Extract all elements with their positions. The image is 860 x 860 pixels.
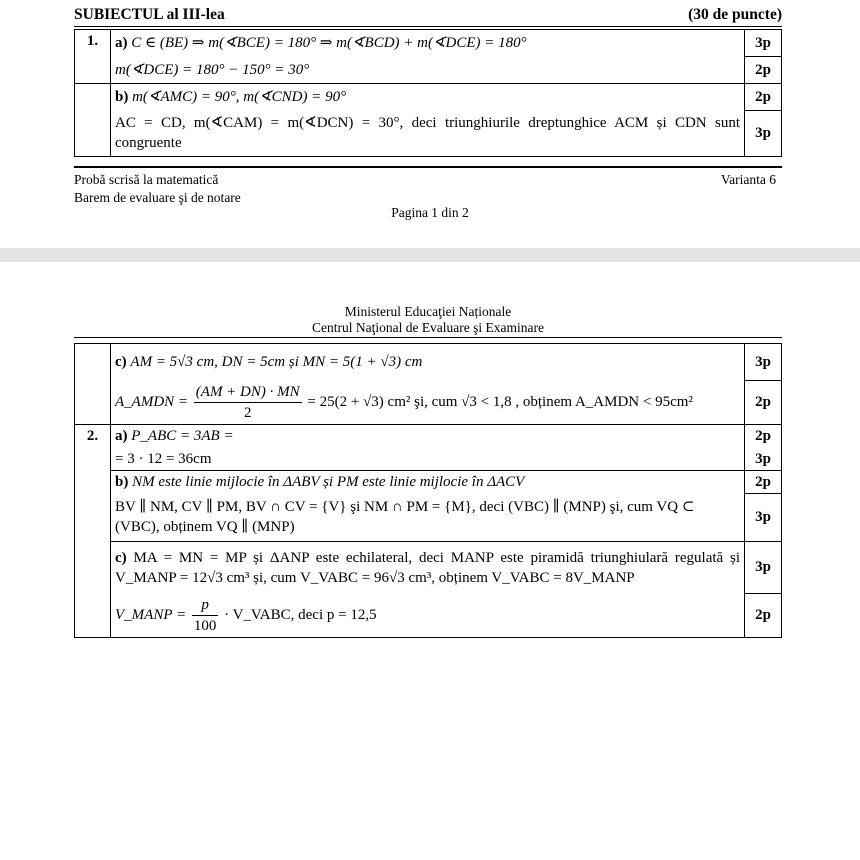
points-1a-line2: 2p <box>745 57 782 84</box>
ministry-header <box>74 304 782 335</box>
item-1b-line2: AC = CD, m(∢CAM) = m(∢DCN) = 30°, deci triunghiurile dreptunghice ACM și CDN sunt congruente <box>111 111 745 157</box>
ministry-rule <box>74 337 782 338</box>
item-1b-line1: b) m(∢AMC) = 90°, m(∢CND) = 90° <box>111 84 745 111</box>
footer-variant: Varianta 6 <box>720 172 776 187</box>
item-1c-line1: c) AM = 5√3 cm, DN = 5cm și MN = 5(1 + √3) cm <box>111 344 745 381</box>
points-2c-line2: 2p <box>745 594 782 638</box>
item-2c-line1: c) MA = MN = MP și ΔANP este echilateral, deci MANP este piramidă triunghiulară regulată și V_MANP = 12√3 cm³ și, cum V_VABC = 96√3 cm³, obținem V_VABC = 8V_MANP <box>111 542 745 594</box>
area-fraction: $\frac{(AM + DN) \cdot MN}{2}$ <box>195 383 300 421</box>
item-number-blank <box>75 84 111 157</box>
points-2a-line1: 2p <box>745 425 782 448</box>
percent-fraction: $\frac{p}{100}$ <box>193 596 217 634</box>
item-2a-line2: = 3 · 12 = 36cm <box>111 448 745 471</box>
points-2a-line2: 3p <box>745 448 782 471</box>
section-points: (30 de puncte) <box>688 6 782 23</box>
points-1b-line1: 2p <box>745 84 782 111</box>
points-1c-line2: 2p <box>745 381 782 425</box>
page-separator <box>0 248 860 262</box>
item-2a-line1: a) P_ABC = 3AB = <box>111 425 745 448</box>
barem-table-2 <box>74 343 782 638</box>
points-1a-line1: 3p <box>745 30 782 57</box>
footer-rule <box>74 166 782 168</box>
item-1a-line2: m(∢DCE) = 180° − 150° = 30° <box>111 57 745 84</box>
points-1b-line2: 3p <box>745 111 782 157</box>
points-2b-line2: 3p <box>745 494 782 542</box>
item-number-2: 2. <box>75 425 111 638</box>
header-rule <box>74 26 782 27</box>
points-1c-line1: 3p <box>745 344 782 381</box>
points-2b-line1: 2p <box>745 470 782 493</box>
item-1c-line2: A_AMDN = $\frac{(AM + DN) \cdot MN}{2}$ = 25(2 + √3) cm² şi, cum √3 < 1,8 , obținem A_AMDN < 95cm² <box>111 381 745 425</box>
page-footer <box>74 171 782 206</box>
footer-barem-name: Barem de evaluare şi de notare <box>74 189 241 205</box>
footer-exam-name: Probă scrisă la matematică <box>74 172 219 187</box>
center-name: Centrul Naţional de Evaluare şi Examinare <box>311 319 545 335</box>
ministry-name: Ministerul Educaţiei Naționale <box>344 304 512 319</box>
barem-table-1 <box>74 29 782 157</box>
section-title: SUBIECTUL al III-lea <box>74 6 225 23</box>
item-1a-line1: a) C ∈ (BE) ⇒ m(∢BCE) = 180° ⇒ m(∢BCD) + m(∢DCE) = 180° <box>111 30 745 57</box>
points-2c-line1: 3p <box>745 542 782 594</box>
page-number: Pagina 1 din 2 <box>391 205 469 220</box>
item-number: 1. <box>75 30 111 84</box>
item-2b-line2: BV ∥ NM, CV ∥ PM, BV ∩ CV = {V} şi NM ∩ PM = {M}, deci (VBC) ∥ (MNP) şi, cum VQ ⊂ (VBC), obținem VQ ∥ (MNP) <box>111 494 745 542</box>
item-number-blank-2 <box>75 344 111 425</box>
item-2c-line2: V_MANP = $\frac{p}{100}$ · V_VABC, deci p = 12,5 <box>111 594 745 638</box>
item-2b-line1: b) NM este linie mijlocie în ΔABV și PM este linie mijlocie în ΔACV <box>111 470 745 493</box>
